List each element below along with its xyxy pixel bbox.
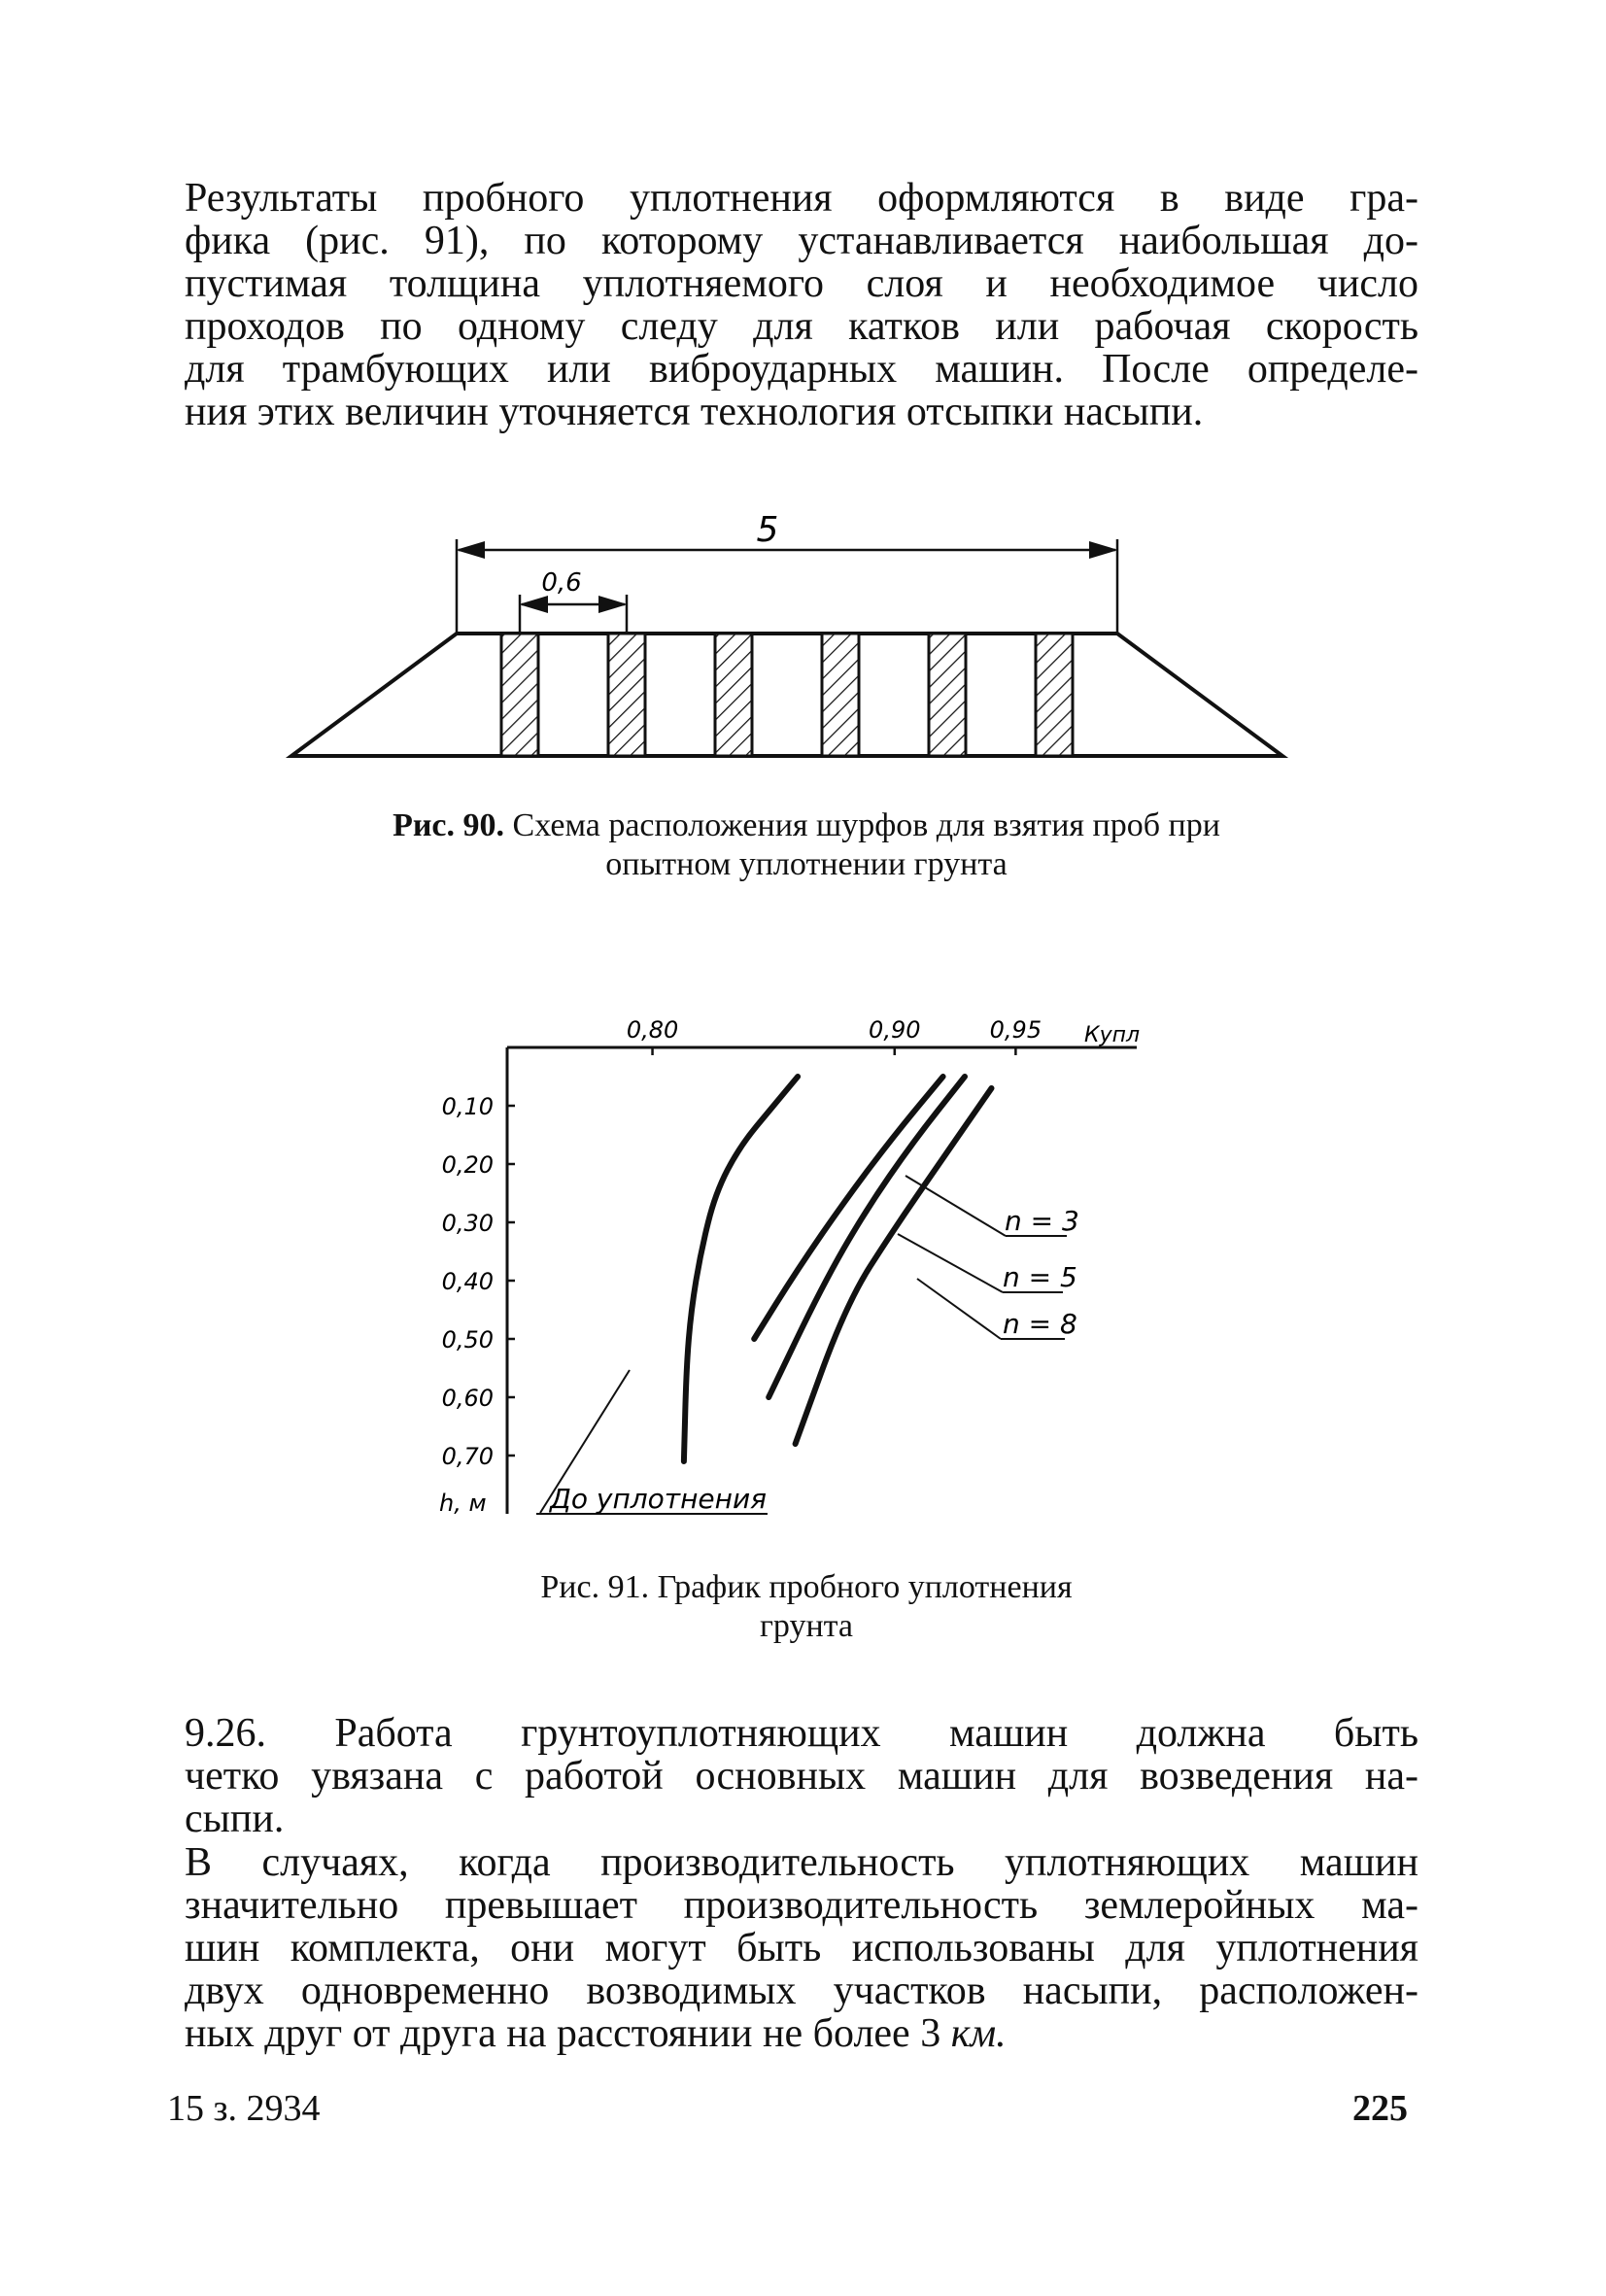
figure-90-embankment-diagram [291,510,1282,756]
y-tick-label: 0,70 [441,1443,494,1470]
text-line: ния этих величин уточняется технология отсыпки насыпи. [185,390,1204,434]
x-tick-label: 0,95 [989,1016,1042,1044]
text-line: двух одновременно возводимых участков насыпи, расположен- [185,1969,1418,2013]
x-axis-label: Купл [1084,1023,1141,1047]
x-tick-label: 0,90 [869,1016,921,1044]
test-pit [822,634,859,756]
caption-text: грунта [759,1608,854,1644]
page-number: 225 [1352,2088,1408,2129]
text-line: сыпи. [185,1797,285,1841]
leader-n5 [898,1234,1003,1292]
test-pit [715,634,752,756]
y-tick-label: 0,10 [441,1093,494,1120]
test-pits [501,634,1073,756]
series-label-n8: n = 8 [1003,1308,1077,1340]
embankment-outline [291,634,1282,756]
text-line [185,2012,1418,2055]
text-line: фика (рис. 91), по которому устанавливается наибольшая до- [185,219,1418,263]
dimension-total-label: 5 [756,510,779,550]
text-line: пустимая толщина уплотняемого слоя и необходимое число [185,261,1418,306]
caption-text: График пробного уплотнения [657,1569,1073,1605]
figure-91-compaction-chart [439,1016,1140,1517]
test-pit [608,634,645,756]
y-tick-label: 0,30 [441,1210,494,1237]
caption-text: Схема расположения шурфов для взятия проб при [512,807,1220,843]
dimension-pit-label: 0,6 [541,568,582,598]
text-line: для трамбующих или виброударных машин. После определе- [185,347,1418,392]
footer-signature: 15 з. 2934 [167,2088,321,2129]
text-fragment: ных друг от друга на расстоянии не более 3 [185,2011,941,2056]
x-tick-label: 0,80 [626,1016,679,1044]
caption-label: Рис. 90. [393,807,505,843]
series-label-n5: n = 5 [1003,1261,1077,1293]
y-axis-label: h, м [439,1490,487,1517]
test-pit [929,634,966,756]
series-line-0 [684,1077,798,1461]
figure-91-caption [408,1568,1205,1646]
text-line: 9.26. Работа грунтоуплотняющих машин должна быть [185,1711,1418,1756]
text-line: шин комплекта, они могут быть использованы для уплотнения [185,1926,1418,1970]
test-pit [1036,634,1073,756]
caption-label: Рис. 91. [540,1569,650,1605]
text-line: В случаях, когда производительность уплотняющих машин [185,1840,1418,1885]
y-tick-label: 0,60 [441,1385,494,1412]
test-pit [501,634,538,756]
y-tick-label: 0,40 [441,1268,494,1295]
y-tick-label: 0,50 [441,1326,494,1354]
section-926-paragraph [185,1712,1418,1840]
series-label-n3: n = 3 [1005,1205,1079,1237]
figure-90-caption [243,806,1370,884]
leader-n3 [906,1176,1006,1236]
text-line: проходов по одному следу для катков или рабочая скорость [185,304,1418,349]
last-paragraph [185,1841,1418,2055]
caption-text: опытном уплотнении грунта [605,846,1008,882]
unit-text: км. [950,2011,1007,2056]
series-line-2 [769,1077,965,1397]
text-line: четко увязана с работой основных машин для возведения на- [185,1754,1418,1799]
text-line: Результаты пробного уплотнения оформляются в виде гра- [185,176,1418,221]
series-label-before: До уплотнения [550,1483,768,1515]
leader-n8 [917,1279,1001,1339]
text-line: значительно превышает производительность землеройных ма- [185,1883,1418,1928]
y-tick-label: 0,20 [441,1151,494,1179]
